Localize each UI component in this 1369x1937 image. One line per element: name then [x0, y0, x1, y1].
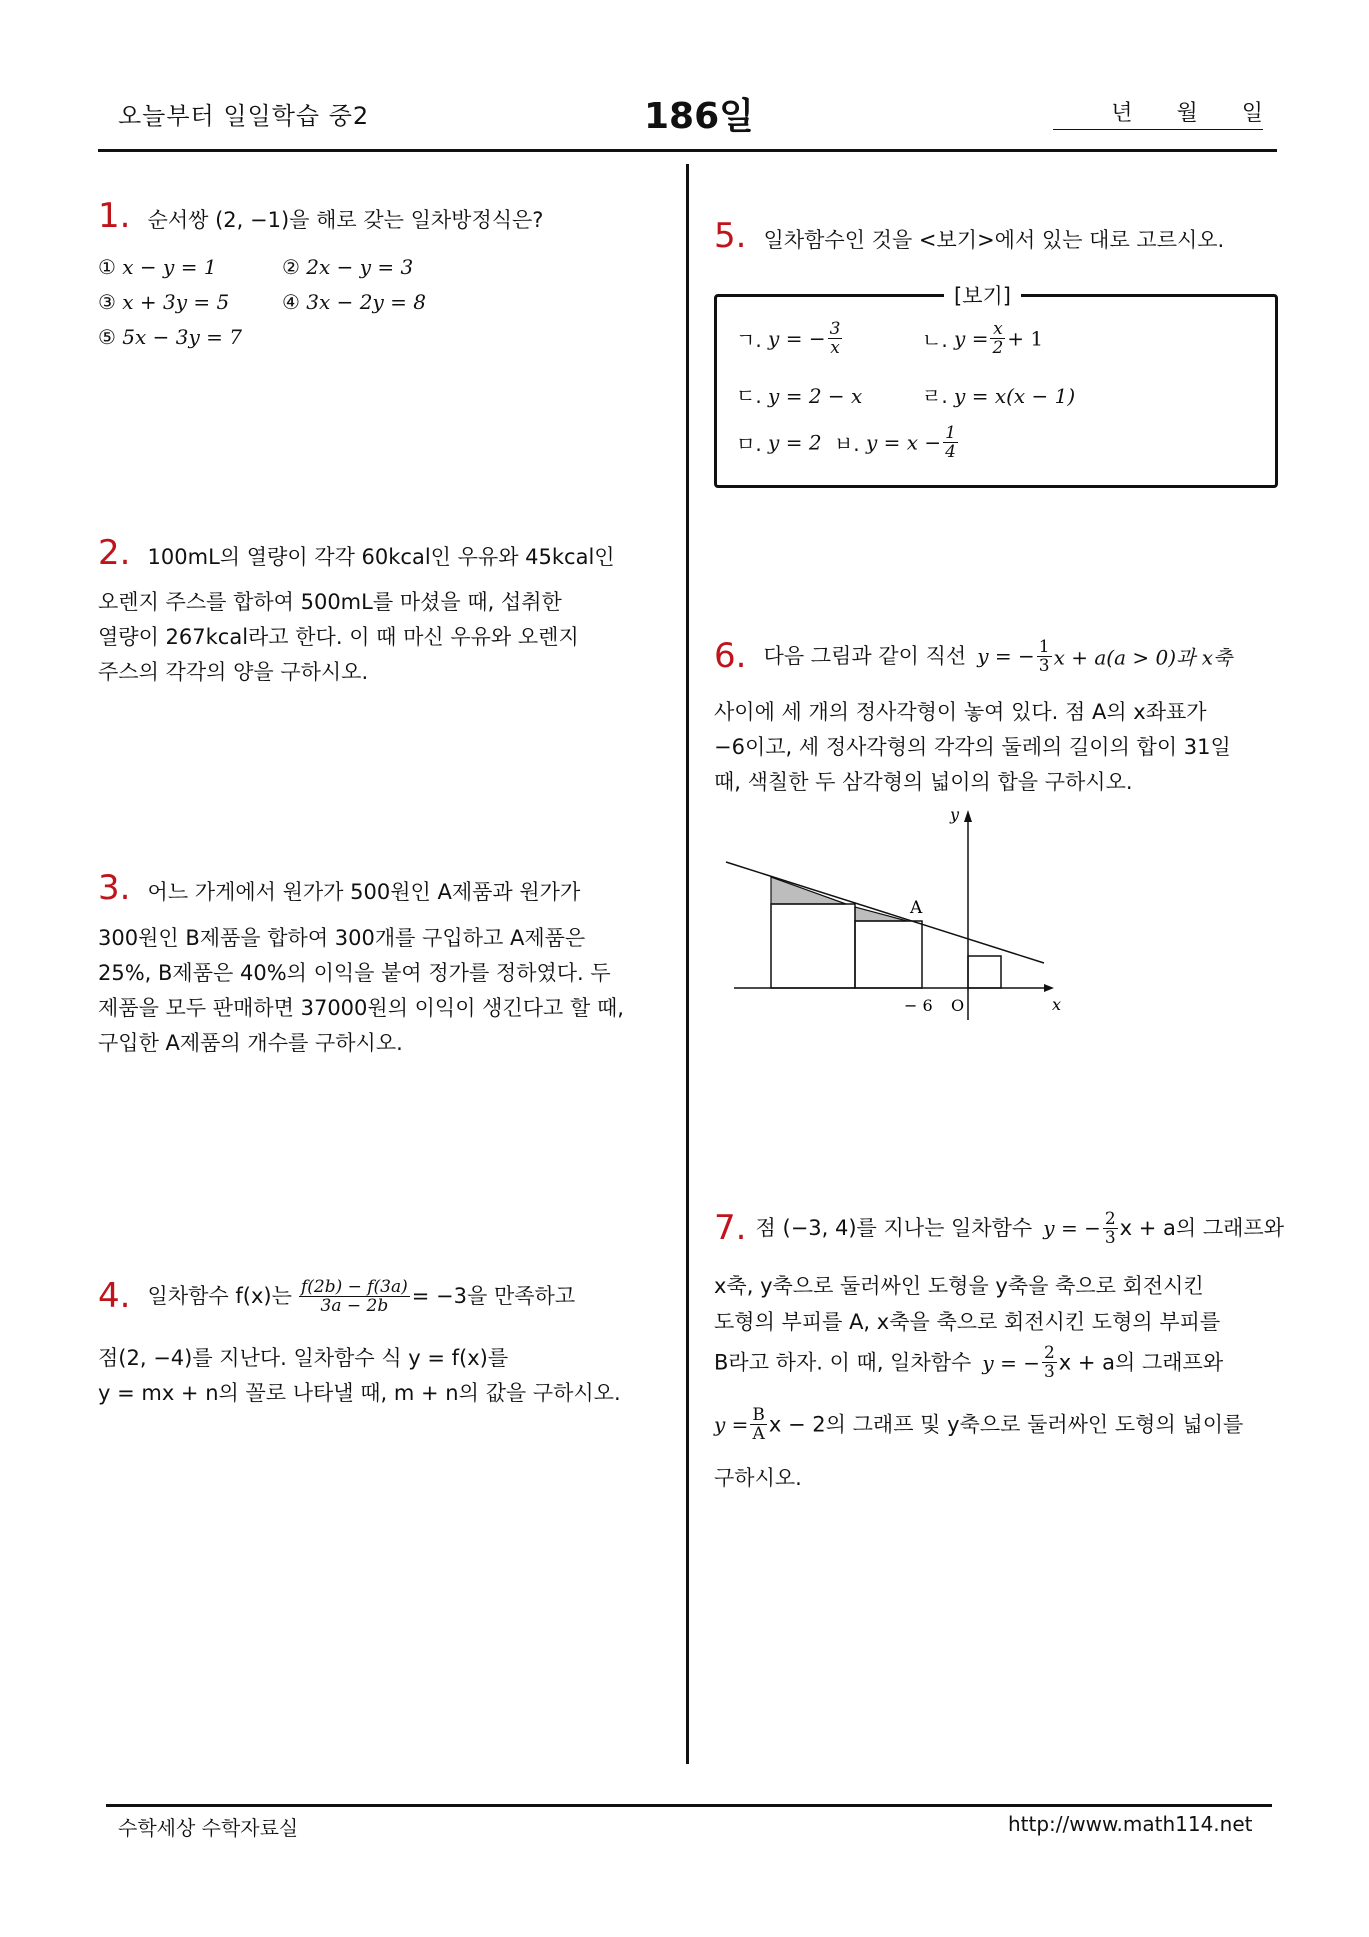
question-7: 7. 점 (−3, 4)를 지나는 일차함수 y = − $\frac{2}{3}$ x + a의 그래프와	[714, 1208, 1285, 1248]
question-2-line: 주스의 각각의 양을 구하시오.	[98, 660, 369, 684]
question-3-line: 300원인 B제품을 합하여 300개를 구입하고 A제품은	[98, 926, 586, 950]
q1-choice-3: ③ x + 3y = 5	[98, 290, 230, 314]
y-axis-label: y	[950, 805, 960, 824]
question-3-line: 어느 가게에서 원가가 500원인 A제품과 원가가	[147, 880, 581, 904]
question-5-prompt: 일차함수인 것을 <보기>에서 있는 대로 고르시오.	[763, 228, 1225, 252]
date-fields	[1053, 96, 1263, 130]
question-7-line4: B라고 하자. 이 때, 일차함수 y = − $\frac{2}{3}$ x + a의 그래프와	[714, 1343, 1224, 1382]
question-2-line: 100mL의 열량이 각각 60kcal인 우유와 45kcal인	[147, 545, 615, 569]
tick-minus-6-label: − 6	[904, 996, 933, 1015]
footer-url: http://www.math114.net	[1008, 1812, 1253, 1836]
column-divider	[686, 164, 689, 1764]
header-rule	[98, 149, 1277, 152]
question-7-line5: y = $\frac{B}{A}$ x − 2의 그래프 및 y축으로 둘러싸인 도형의 넓이를	[714, 1405, 1244, 1444]
shaded-triangle-small	[855, 907, 907, 921]
question-4	[98, 1276, 575, 1316]
question-2-line: 오렌지 주스를 합하여 500mL를 마셨을 때, 섭취한	[98, 590, 562, 614]
question-1-prompt: 순서쌍 (2, −1)을 해로 갖는 일차방정식은?	[147, 208, 544, 232]
point-a-label: A	[910, 898, 923, 918]
q1-choice-2: ② 2x − y = 3	[282, 255, 414, 279]
q1-choice-4: ④ 3x − 2y = 8	[282, 290, 426, 314]
footer-left: 수학세상 수학자료실	[118, 1816, 299, 1840]
series-title: 오늘부터 일일학습 중2	[118, 102, 370, 130]
q1-choice-5: ⑤ 5x − 3y = 7	[98, 325, 242, 349]
question-6-line: 사이에 세 개의 정사각형이 놓여 있다. 점 A의 x좌표가	[714, 700, 1207, 724]
question-1-number: 1.	[98, 196, 131, 236]
bogi-item-n: ㄴ. y = $\frac{x}{2}$ + 1	[922, 319, 1044, 358]
question-4-text-post: = −3을 만족하고	[411, 1284, 576, 1308]
square-small	[968, 956, 1001, 988]
question-2-line: 열량이 267kcal라고 한다. 이 때 마신 우유와 오렌지	[98, 625, 579, 649]
question-2-number: 2.	[98, 533, 131, 573]
question-3-line: 제품을 모두 판매하면 37000원의 이익이 생긴다고 할 때,	[98, 996, 624, 1020]
question-3	[98, 868, 580, 910]
x-axis-arrow-icon	[1044, 984, 1054, 992]
question-5-number: 5.	[714, 216, 747, 256]
date-month: 월	[1176, 101, 1198, 126]
question-6-number: 6.	[714, 636, 747, 676]
question-7-text-pre: 점 (−3, 4)를 지나는 일차함수	[755, 1216, 1033, 1240]
squares-figure	[714, 800, 1064, 1030]
question-1	[98, 196, 543, 238]
question-6-text-pre: 다음 그림과 같이 직선	[763, 644, 967, 668]
question-7-line: x축, y축으로 둘러싸인 도형을 y축을 축으로 회전시킨	[714, 1274, 1204, 1298]
question-6-line: 때, 색칠한 두 삼각형의 넓이의 합을 구하시오.	[714, 770, 1133, 794]
question-6-line: −6이고, 세 정사각형의 각각의 둘레의 길이의 합이 31일	[714, 735, 1231, 759]
bogi-item-g: ㄱ. y = − $\frac{3}{x}$	[736, 319, 841, 358]
question-4-line: y = mx + n의 꼴로 나타낼 때, m + n의 값을 구하시오.	[98, 1381, 621, 1405]
question-3-number: 3.	[98, 868, 131, 908]
line-graph	[726, 862, 1044, 963]
question-4-fraction: $\frac{f(2b) - f(3a)}{3a - 2b}$	[300, 1276, 408, 1316]
date-year: 년	[1111, 101, 1133, 126]
shaded-triangle-large	[771, 877, 846, 904]
question-7-line: 구하시오.	[714, 1466, 802, 1490]
question-3-line: 25%, B제품은 40%의 이익을 붙여 정가를 정하였다. 두	[98, 961, 611, 985]
bogi-title: [보기]	[944, 280, 1021, 310]
question-2	[98, 533, 615, 575]
footer-rule	[106, 1804, 1272, 1807]
question-5	[714, 216, 1224, 258]
x-axis-label: x	[1052, 995, 1062, 1014]
square-middle	[855, 921, 922, 988]
q1-choice-1: ① x − y = 1	[98, 255, 217, 279]
bogi-item-d: ㄷ. y = 2 − x	[736, 384, 863, 408]
y-axis-arrow-icon	[964, 810, 972, 822]
bogi-item-m-b: ㅁ. y = 2 ㅂ. y = x − $\frac{1}{4}$	[736, 423, 956, 462]
question-4-text-pre: 일차함수 f(x)는	[147, 1284, 292, 1308]
question-4-number: 4.	[98, 1276, 131, 1316]
question-7-number: 7.	[714, 1208, 747, 1248]
bogi-item-r: ㄹ. y = x(x − 1)	[922, 384, 1076, 408]
day-title: 186일	[644, 96, 754, 137]
question-6: 6. 다음 그림과 같이 직선 y = − $\frac{1}{3}$ x + a(a > 0)과 x축	[714, 636, 1233, 676]
question-7-line: 도형의 부피를 A, x축을 축으로 회전시킨 도형의 부피를	[714, 1310, 1221, 1334]
date-day: 일	[1241, 101, 1263, 126]
square-large	[771, 904, 855, 988]
question-4-line: 점(2, −4)를 지난다. 일차함수 식 y = f(x)를	[98, 1346, 509, 1370]
origin-label: O	[951, 996, 965, 1015]
question-3-line: 구입한 A제품의 개수를 구하시오.	[98, 1031, 403, 1055]
